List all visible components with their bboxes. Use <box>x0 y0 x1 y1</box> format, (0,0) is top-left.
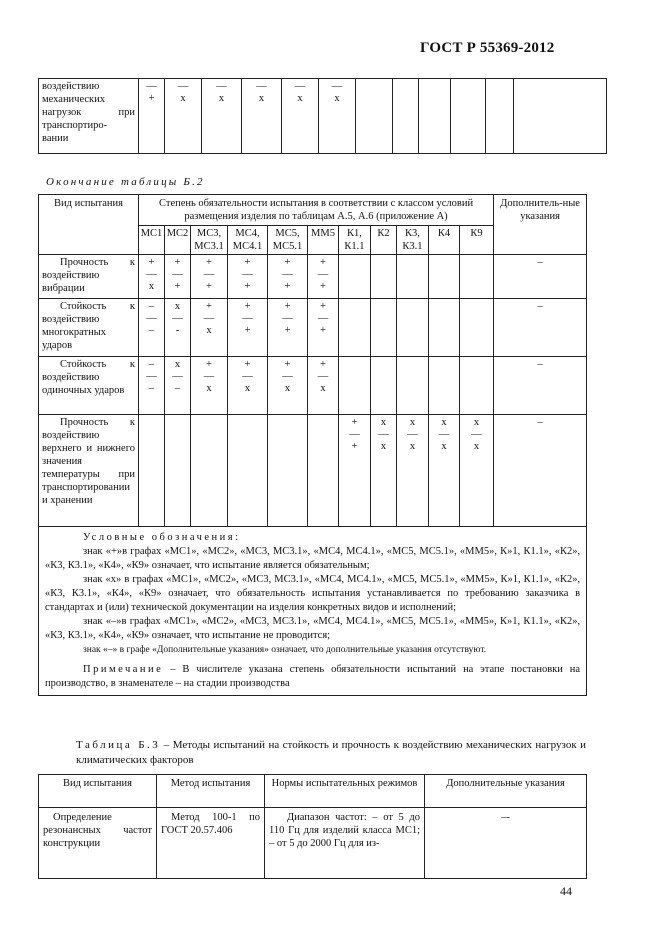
fraction-num: – <box>148 359 155 370</box>
fraction-line: — <box>172 269 183 280</box>
fraction-line: — <box>282 269 293 280</box>
top-cell-empty <box>393 79 419 154</box>
top-cell-empty <box>486 79 514 154</box>
top-label-line: нагрузок при <box>42 107 135 118</box>
fraction-num: — <box>177 81 189 92</box>
class-header: К9 <box>460 226 494 255</box>
legend-dash: знак «–»в графах «МС1», «МС2», «МС3, МС3.1», «МС4, МС4.1», «МС5, МС5.1», «ММ5», К»1, К1.1», «К2», «К3, К3.1», «К4», «К9» означает, что испытание не проводится; <box>45 616 581 641</box>
fraction-den: – <box>148 383 155 394</box>
degree-cell <box>268 299 308 357</box>
top-cell <box>165 79 202 154</box>
b3-cell-extra: –- <box>425 808 587 879</box>
legend-x: знак «х» в графах «МС1», «МС2», «МС3, МС3.1», «МС4, МС4.1», «МС5, МС5.1», «ММ5», К»1, К1.1», «К2», «К3, К3.1», «К4», «К9» означает, что обязательность испытания устанавливается по требованию заказчика в стандартах и (или) технической документации на изделия конкретных видов и исполнений; <box>45 574 581 613</box>
fraction-den: x <box>297 93 303 104</box>
fraction-line: — <box>282 313 293 324</box>
fraction-den: - <box>175 325 180 336</box>
row-label: Стойкость к воздействию многократных ударов <box>39 299 139 357</box>
fraction-num: + <box>206 257 212 268</box>
table-b3-title <box>76 738 586 768</box>
degree-cell <box>429 415 460 527</box>
table-b2-continuation-top <box>38 78 607 154</box>
degree-cell-empty <box>371 357 397 415</box>
degree-cell <box>308 299 339 357</box>
fraction-num: — <box>256 81 267 92</box>
fraction-num: — <box>294 81 306 92</box>
degree-cell-empty <box>191 415 228 527</box>
fraction-line: — <box>378 429 389 440</box>
degree-cell <box>397 415 429 527</box>
degree-cell-empty <box>397 255 429 299</box>
fraction-line: — <box>317 269 329 280</box>
fraction-den: + <box>320 281 326 292</box>
degree-cell-empty <box>397 357 429 415</box>
table-row <box>39 357 587 415</box>
fraction-den: x <box>180 93 186 104</box>
fraction-num: x <box>174 301 181 312</box>
fraction-line: — <box>242 269 253 280</box>
class-header: МС3, МС3.1 <box>191 226 228 255</box>
fraction-line: — <box>317 313 329 324</box>
top-cell-empty <box>356 79 393 154</box>
header-extra: Дополнитель-ные указания <box>494 195 587 255</box>
fraction-den: x <box>334 93 340 104</box>
legend-dash-extra: знак «–» в графе «Дополнительные указания» означает, что дополнительные указания отсутствуют. <box>83 645 487 655</box>
fraction-num: + <box>244 359 251 370</box>
fraction-line: — <box>172 371 183 382</box>
row-label: Прочность к воздействию верхнего и нижнего значения температуры при транспортировании и хранении <box>39 415 139 527</box>
fraction-line: — <box>242 313 253 324</box>
fraction-num: + <box>351 417 358 428</box>
degree-cell-empty <box>268 415 308 527</box>
b3-header-norms: Нормы испытательных режимов <box>265 775 425 808</box>
table-caption: Окончание таблицы Б.2 <box>46 176 205 188</box>
legend-notes <box>39 527 587 696</box>
fraction-num: + <box>244 257 251 268</box>
degree-cell-empty <box>429 255 460 299</box>
degree-cell-empty <box>429 357 460 415</box>
fraction-den: + <box>244 325 251 336</box>
fraction-num: + <box>284 257 291 268</box>
class-header: К2 <box>371 226 397 255</box>
table-row <box>39 415 587 527</box>
extra-cell: – <box>494 357 587 415</box>
fraction-line: — <box>146 269 157 280</box>
degree-cell-empty <box>165 415 191 527</box>
top-cell <box>202 79 242 154</box>
fraction-den: x <box>320 383 326 394</box>
class-header: МС1 <box>139 226 165 255</box>
fraction-line: — <box>349 429 360 440</box>
fraction-den: x <box>284 383 291 394</box>
fraction-num: — <box>216 81 227 92</box>
fraction-den: x <box>441 441 447 452</box>
fraction-num: + <box>244 301 251 312</box>
fraction-den: + <box>148 93 155 104</box>
fraction-den: x <box>473 441 480 452</box>
fraction-den: + <box>284 281 291 292</box>
fraction-line: — <box>242 371 253 382</box>
fraction-line: — <box>438 429 450 440</box>
degree-cell <box>191 299 228 357</box>
fraction-den: x <box>409 441 416 452</box>
fraction-num: + <box>148 257 155 268</box>
degree-cell-empty <box>371 299 397 357</box>
fraction-den: x <box>380 441 387 452</box>
degree-cell-empty <box>371 255 397 299</box>
b3-header-method: Метод испытания <box>157 775 265 808</box>
fraction-num: + <box>284 301 291 312</box>
b3-header-extra: Дополнительные указания <box>425 775 587 808</box>
fraction-num: + <box>284 359 291 370</box>
degree-cell <box>191 357 228 415</box>
row-label: Прочность к воздействию вибрации <box>39 255 139 299</box>
class-header: МС2 <box>165 226 191 255</box>
fraction-line: — <box>146 371 157 382</box>
fraction-num: + <box>206 301 212 312</box>
table-row <box>39 255 587 299</box>
fraction-num: — <box>331 81 343 92</box>
fraction-den: – <box>174 383 181 394</box>
fraction-num: + <box>320 359 326 370</box>
fraction-num: x <box>409 417 416 428</box>
degree-cell-empty <box>339 255 371 299</box>
degree-cell <box>139 255 165 299</box>
degree-cell <box>268 255 308 299</box>
degree-cell <box>268 357 308 415</box>
top-cell <box>139 79 165 154</box>
note-text: – В числителе указана степень обязательности испытаний на этапе постановки на производство, в знаменателе – на стадии производства <box>45 664 581 689</box>
fraction-den: + <box>320 325 326 336</box>
degree-cell <box>228 357 268 415</box>
degree-cell <box>371 415 397 527</box>
top-cell-empty <box>419 79 451 154</box>
document-header: ГОСТ Р 55369-2012 <box>420 40 555 56</box>
fraction-num: + <box>174 257 181 268</box>
fraction-num: x <box>473 417 480 428</box>
class-header: К4 <box>429 226 460 255</box>
legend-plus: знак «+»в графах «МС1», «МС2», «МС3, МС3.1», «МС4, МС4.1», «МС5, МС5.1», «ММ5», К»1, К1.1», «К2», «К3, К3.1», «К4», «К9» означает, что испытание является обязательным; <box>45 546 581 571</box>
class-header: К1, К1.1 <box>339 226 371 255</box>
fraction-den: x <box>206 383 212 394</box>
row-label: Стойкость к воздействию одиночных ударов <box>39 357 139 415</box>
fraction-den: + <box>284 325 291 336</box>
fraction-line: — <box>471 429 482 440</box>
extra-cell: – <box>494 415 587 527</box>
degree-cell <box>191 255 228 299</box>
fraction-den: – <box>148 325 155 336</box>
degree-cell-empty <box>228 415 268 527</box>
b3-cell-type: Определение резонансных частот конструкции <box>39 808 157 879</box>
degree-cell-empty <box>139 415 165 527</box>
degree-cell-empty <box>460 299 494 357</box>
degree-cell <box>228 255 268 299</box>
table-b3-title-text: – Методы испытаний на стойкость и прочность к воздействию механических нагрузок и климатических факторов <box>76 739 586 766</box>
degree-cell-empty <box>397 299 429 357</box>
fraction-line: — <box>146 313 157 324</box>
note-label: Примечание <box>83 664 164 675</box>
degree-cell <box>139 357 165 415</box>
fraction-line: — <box>407 429 418 440</box>
degree-cell <box>139 299 165 357</box>
fraction-line: — <box>203 269 215 280</box>
legend-heading: Условные обозначения: <box>83 532 241 543</box>
degree-cell <box>339 415 371 527</box>
fraction-den: + <box>174 281 181 292</box>
header-test-type: Вид испытания <box>39 195 139 255</box>
degree-cell-empty <box>339 357 371 415</box>
table-b3-label: Таблица Б.3 <box>76 739 161 751</box>
degree-cell <box>308 357 339 415</box>
fraction-den: + <box>351 441 358 452</box>
fraction-den: x <box>244 383 251 394</box>
degree-cell <box>165 299 191 357</box>
fraction-line: — <box>203 371 215 382</box>
degree-cell-empty <box>339 299 371 357</box>
fraction-line: — <box>203 313 215 324</box>
degree-cell <box>228 299 268 357</box>
degree-cell <box>460 415 494 527</box>
top-label-line: транспортиро- <box>42 120 108 131</box>
top-cell <box>242 79 282 154</box>
degree-cell <box>308 255 339 299</box>
table-b3 <box>38 774 587 879</box>
class-header: МС4, МС4.1 <box>228 226 268 255</box>
fraction-den: x <box>218 93 225 104</box>
top-label-line: воздействию <box>42 81 100 92</box>
top-cell <box>319 79 356 154</box>
top-cell-empty <box>451 79 486 154</box>
top-cell-empty <box>514 79 607 154</box>
top-row-label <box>39 79 139 154</box>
fraction-line: — <box>282 371 293 382</box>
class-header: К3, К3.1 <box>397 226 429 255</box>
fraction-num: + <box>206 359 212 370</box>
fraction-line: — <box>317 371 329 382</box>
fraction-den: x <box>148 281 155 292</box>
fraction-num: x <box>380 417 387 428</box>
fraction-num: x <box>441 417 447 428</box>
fraction-den: + <box>244 281 251 292</box>
class-header: ММ5 <box>308 226 339 255</box>
fraction-num: x <box>174 359 181 370</box>
b3-cell-method: Метод 100-1 по ГОСТ 20.57.406 <box>157 808 265 879</box>
fraction-num: + <box>320 257 326 268</box>
degree-cell-empty <box>429 299 460 357</box>
fraction-num: + <box>320 301 326 312</box>
degree-cell <box>165 357 191 415</box>
page-number: 44 <box>560 884 572 898</box>
fraction-num: – <box>148 301 155 312</box>
header-degree: Степень обязательности испытания в соответствии с классом условий размещения изделия по таблицам А.5, А.6 (приложение А) <box>139 195 494 226</box>
fraction-den: x <box>206 325 212 336</box>
class-header: МС5, МС5.1 <box>268 226 308 255</box>
fraction-den: x <box>258 93 265 104</box>
table-b2 <box>38 194 587 696</box>
degree-cell-empty <box>308 415 339 527</box>
b3-cell-norms: Диапазон частот: – от 5 до 110 Гц для изделий класса МС1; – от 5 до 2000 Гц для из- <box>265 808 425 879</box>
table-row <box>39 299 587 357</box>
fraction-line: — <box>172 313 183 324</box>
degree-cell-empty <box>460 255 494 299</box>
extra-cell: – <box>494 255 587 299</box>
top-cell <box>282 79 319 154</box>
fraction-den: + <box>206 281 212 292</box>
b3-header-type: Вид испытания <box>39 775 157 808</box>
top-label-line: вании <box>42 133 69 144</box>
top-label-line: механических <box>42 94 106 105</box>
degree-cell-empty <box>460 357 494 415</box>
fraction-num: — <box>146 81 157 92</box>
degree-cell <box>165 255 191 299</box>
extra-cell: – <box>494 299 587 357</box>
